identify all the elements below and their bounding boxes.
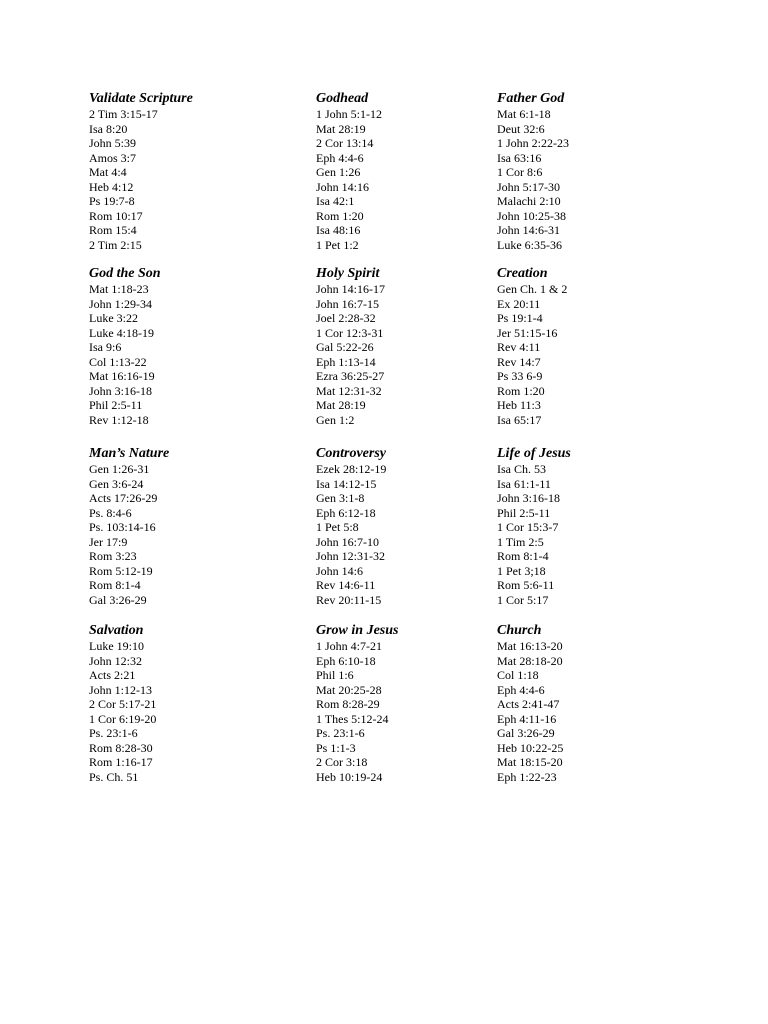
reference-item: Luke 4:18-19 [89, 325, 154, 340]
reference-item: 1 John 4:7-21 [316, 639, 382, 653]
reference-item: Gal 3:26-29 [89, 592, 147, 607]
reference-item: Rev 20:11-15 [316, 592, 382, 607]
reference-item: Phil 2:5-11 [89, 398, 143, 412]
reference-item: Gen Ch. 1 & 2 [497, 282, 568, 296]
reference-item: Rom 8:1-4 [497, 549, 549, 563]
reference-item: Isa 65:17 [497, 412, 542, 427]
reference-item: Phil 1:6 [316, 668, 354, 682]
reference-item: Mat 20:25-28 [316, 682, 382, 697]
reference-item: 1 Cor 5:17 [497, 592, 549, 607]
reference-item: Luke 3:22 [89, 311, 138, 325]
reference-list [316, 282, 506, 427]
reference-item: Ezek 28:12-19 [316, 462, 387, 476]
reference-item: Ps 1:1-3 [316, 740, 356, 755]
reference-item: Mat 28:18-20 [497, 653, 563, 668]
reference-item: Ps. 8:4-6 [89, 505, 132, 520]
reference-item: Ps 19:1-4 [497, 311, 543, 325]
reference-item: Joel 2:28-32 [316, 311, 376, 325]
reference-item: John 1:29-34 [89, 296, 152, 311]
reference-item: Rev 4:11 [497, 340, 541, 354]
reference-item: Rom 1:20 [497, 383, 545, 398]
reference-item: Ezra 36:25-27 [316, 369, 385, 383]
section-heading: Validate Scripture [89, 91, 193, 106]
reference-list [89, 107, 279, 252]
reference-item: John 10:25-38 [497, 208, 566, 223]
reference-item: Gen 1:26 [316, 165, 361, 179]
reference-item: Ps 19:7-8 [89, 194, 135, 208]
reference-item: Rom 3:23 [89, 549, 137, 563]
reference-item: Rev 14:6-11 [316, 578, 376, 592]
reference-item: Jer 51:15-16 [497, 325, 558, 340]
reference-list [316, 639, 506, 784]
reference-list [316, 462, 506, 607]
section-heading: Holy Spirit [316, 266, 380, 281]
section-heading: Man’s Nature [89, 446, 170, 461]
section-creation [497, 266, 687, 427]
reference-item: Col 1:18 [497, 668, 539, 682]
reference-item: Malachi 2:10 [497, 194, 561, 208]
section-salvation [89, 623, 279, 784]
reference-item: Rom 8:28-30 [89, 740, 153, 755]
reference-item: Eph 4:4-6 [316, 150, 364, 165]
reference-item: Amos 3:7 [89, 150, 137, 165]
reference-item: Isa 63:16 [497, 150, 542, 165]
reference-item: Eph 1:13-14 [316, 354, 376, 369]
reference-item: Phil 2:5-11 [497, 505, 551, 520]
reference-item: Isa 42:1 [316, 194, 355, 208]
reference-item: John 14:6-31 [497, 223, 560, 237]
reference-item: John 12:32 [89, 653, 143, 668]
reference-list [316, 107, 506, 252]
reference-list [497, 462, 687, 607]
section-father-god [497, 91, 687, 252]
reference-item: 1 Pet 3;18 [497, 563, 546, 578]
section-heading: Godhead [316, 91, 369, 106]
reference-item: 1 Cor 6:19-20 [89, 711, 157, 726]
section-controversy [316, 446, 506, 607]
reference-item: Mat 16:16-19 [89, 369, 155, 383]
section-heading: God the Son [89, 266, 161, 281]
reference-list [89, 282, 279, 427]
reference-item: Isa 14:12-15 [316, 476, 377, 491]
reference-item: Isa 61:1-11 [497, 476, 551, 491]
reference-item: Rom 8:28-29 [316, 697, 380, 711]
reference-item: 2 Tim 3:15-17 [89, 107, 158, 121]
section-heading: Grow in Jesus [316, 623, 399, 638]
reference-item: Mat 28:19 [316, 121, 366, 136]
reference-item: Col 1:13-22 [89, 354, 147, 369]
reference-item: Mat 6:1-18 [497, 107, 551, 121]
reference-item: Eph 4:4-6 [497, 682, 545, 697]
reference-item: Luke 6:35-36 [497, 237, 562, 252]
reference-item: Heb 10:19-24 [316, 769, 383, 784]
reference-item: Mat 16:13-20 [497, 639, 563, 653]
reference-item: Isa Ch. 53 [497, 462, 546, 476]
section-heading: Life of Jesus [497, 446, 571, 461]
section-godhead [316, 91, 506, 252]
reference-item: 1 Pet 5:8 [316, 520, 359, 534]
reference-item: Gal 5:22-26 [316, 340, 374, 354]
section-mans-nature [89, 446, 279, 607]
reference-item: Eph 4:11-16 [497, 711, 557, 726]
reference-list [497, 282, 687, 427]
reference-item: Rom 5:6-11 [497, 578, 555, 592]
reference-list [497, 639, 687, 784]
reference-item: Rev 1:12-18 [89, 412, 149, 427]
section-holy-spirit [316, 266, 506, 427]
reference-item: Isa 48:16 [316, 223, 361, 237]
reference-item: Gen 3:6-24 [89, 476, 144, 491]
reference-item: 1 John 5:1-12 [316, 107, 382, 121]
reference-item: Mat 12:31-32 [316, 383, 382, 398]
reference-item: Ex 20:11 [497, 296, 541, 311]
reference-item: Rom 1:20 [316, 208, 364, 223]
reference-item: Eph 6:10-18 [316, 653, 376, 668]
reference-item: Mat 28:19 [316, 398, 366, 412]
reference-item: John 1:12-13 [89, 682, 152, 697]
reference-list [89, 639, 279, 784]
reference-item: Mat 18:15-20 [497, 755, 563, 769]
reference-item: Rom 1:16-17 [89, 755, 153, 769]
reference-item: Rom 5:12-19 [89, 563, 153, 578]
reference-item: 1 Tim 2:5 [497, 534, 544, 549]
reference-item: 2 Cor 13:14 [316, 136, 374, 150]
reference-item: Acts 2:41-47 [497, 697, 560, 711]
reference-item: 1 Cor 12:3-31 [316, 325, 384, 340]
reference-item: Mat 4:4 [89, 165, 127, 179]
reference-item: Luke 19:10 [89, 639, 144, 653]
reference-item: John 16:7-10 [316, 534, 379, 549]
reference-item: Ps. Ch. 51 [89, 769, 139, 784]
reference-item: John 14:6 [316, 563, 364, 578]
reference-item: Eph 6:12-18 [316, 505, 376, 520]
reference-item: 1 Pet 1:2 [316, 237, 359, 252]
reference-item: Ps. 23:1-6 [316, 726, 365, 740]
reference-item: Isa 9:6 [89, 340, 122, 354]
reference-item: John 5:17-30 [497, 179, 560, 194]
reference-item: John 3:16-18 [497, 491, 560, 505]
section-heading: Creation [497, 266, 548, 281]
reference-item: John 14:16-17 [316, 282, 385, 296]
reference-item: 1 Thes 5:12-24 [316, 711, 389, 726]
reference-item: Gen 3:1-8 [316, 491, 365, 505]
reference-item: 1 Cor 8:6 [497, 165, 543, 179]
reference-item: Eph 1:22-23 [497, 769, 557, 784]
reference-item: John 5:39 [89, 136, 137, 150]
reference-item: 2 Cor 5:17-21 [89, 697, 157, 711]
reference-item: 2 Tim 2:15 [89, 237, 142, 252]
reference-item: Ps. 23:1-6 [89, 726, 138, 740]
reference-item: Heb 4:12 [89, 179, 134, 194]
reference-item: Gen 1:2 [316, 412, 355, 427]
reference-item: Gal 3:26-29 [497, 726, 555, 740]
section-heading: Church [497, 623, 542, 638]
reference-item: Jer 17:9 [89, 534, 128, 549]
section-god-the-son [89, 266, 279, 427]
section-life-of-jesus [497, 446, 687, 607]
section-heading: Father God [497, 91, 565, 106]
reference-item: 2 Cor 3:18 [316, 755, 368, 769]
reference-item: Ps. 103:14-16 [89, 520, 156, 534]
reference-item: Mat 1:18-23 [89, 282, 149, 296]
reference-list [89, 462, 279, 607]
reference-item: Ps 33 6-9 [497, 369, 543, 383]
reference-item: Rom 15:4 [89, 223, 137, 237]
section-heading: Controversy [316, 446, 386, 461]
reference-item: 1 John 2:22-23 [497, 136, 569, 150]
reference-item: John 14:16 [316, 179, 370, 194]
reference-item: Heb 10:22-25 [497, 740, 564, 755]
reference-item: John 16:7-15 [316, 296, 379, 311]
reference-item: John 3:16-18 [89, 383, 152, 398]
section-grow-in-jesus [316, 623, 506, 784]
reference-item: Acts 17:26-29 [89, 491, 158, 505]
reference-item: John 12:31-32 [316, 549, 385, 563]
reference-item: Isa 8:20 [89, 121, 128, 136]
section-validate-scripture [89, 91, 279, 252]
reference-item: Acts 2:21 [89, 668, 136, 682]
reference-item: Rom 10:17 [89, 208, 143, 223]
reference-item: Gen 1:26-31 [89, 462, 150, 476]
reference-item: Rom 8:1-4 [89, 578, 141, 592]
section-heading: Salvation [89, 623, 144, 638]
reference-item: Rev 14:7 [497, 354, 541, 369]
reference-list [497, 107, 687, 252]
reference-item: Deut 32:6 [497, 121, 545, 136]
section-church [497, 623, 687, 784]
reference-item: Heb 11:3 [497, 398, 541, 412]
reference-item: 1 Cor 15:3-7 [497, 520, 559, 534]
